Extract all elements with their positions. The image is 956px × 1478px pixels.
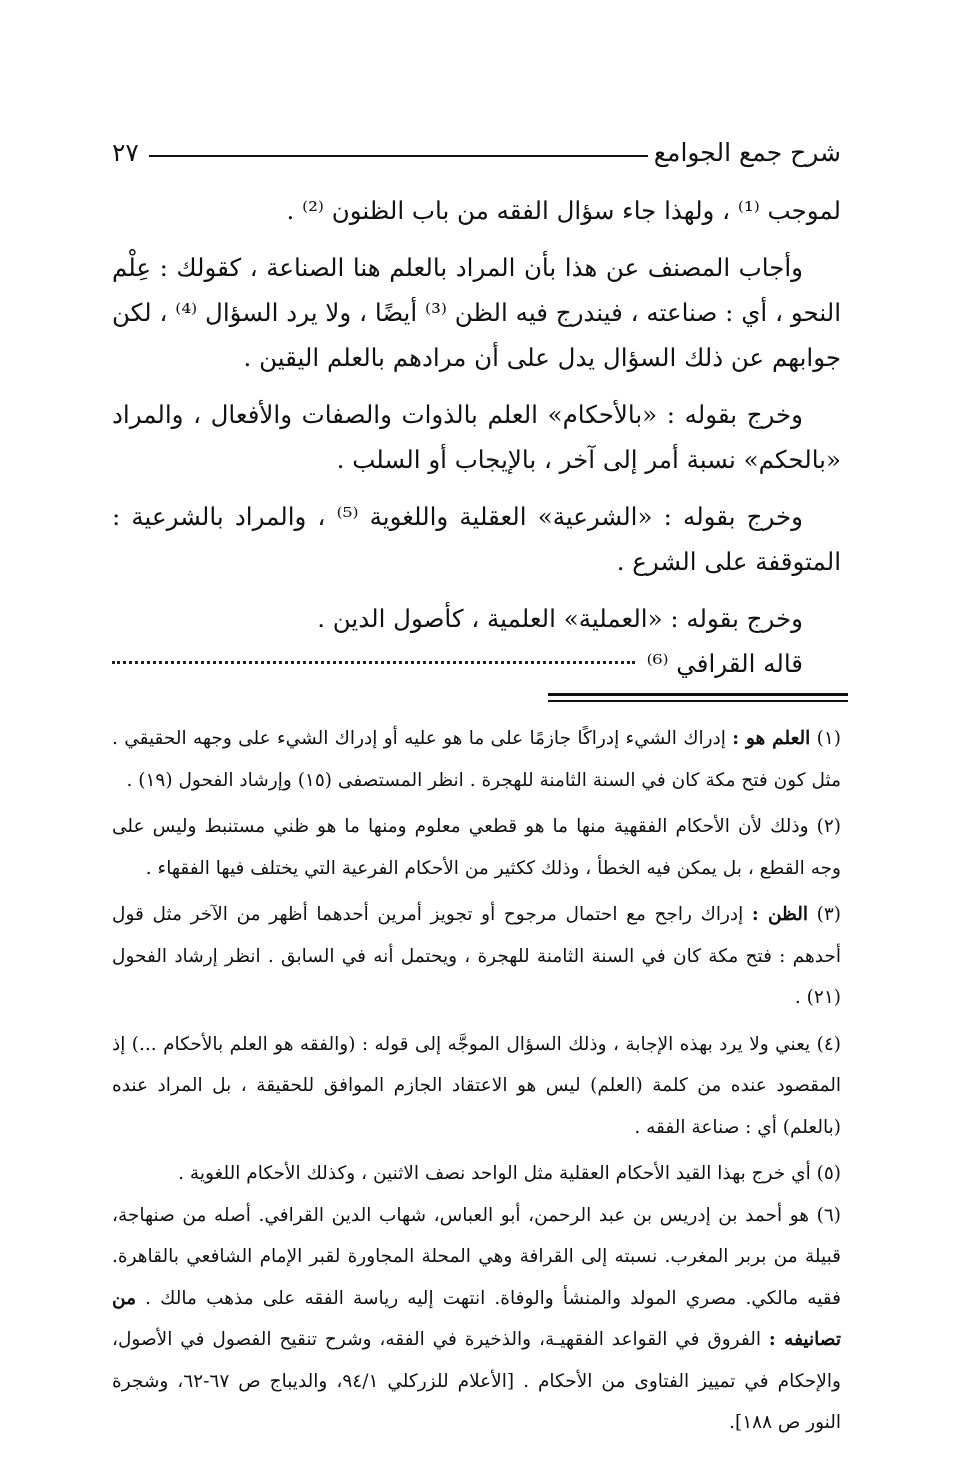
footnote-3	[112, 894, 841, 1019]
page-number: ٢٧	[112, 137, 139, 167]
footnotes	[112, 718, 841, 1444]
footnote-3-text: إدراك راجح مع احتمال مرجوح أو تجويز أمرين أحدهما أظهر من الآخر مثل قول أحدهم : فتح مكة كان في السنة الثامنة للهجرة ، ويحتمل أنه في السابق . انظر إرشاد الفحول (٢١) .	[112, 904, 841, 1008]
main-text	[112, 188, 841, 686]
body-paragraph-6	[112, 641, 841, 686]
separator-line-top	[548, 693, 848, 696]
footnote-6-text-b: الفروق في القواعد الفقهيـة، والذخيرة في الفقه، وشرح تنقيح الفصول في الأصول، والإحكام في تمييز الفتاوى من الأحكام . [الأعلام للزركلي ٩٤/١، والديباج ص ٦٧-٦٢، وشجرة النور ص ١٨٨].	[112, 1329, 841, 1433]
body-paragraph-4: وخرج بقوله : «الشرعية» العقلية واللغوية ⁽⁵⁾ ، والمراد بالشرعية : المتوقفة على الشرع .	[112, 502, 841, 576]
dotted-leader	[112, 661, 635, 664]
footnote-6-text-a: (٦) هو أحمد بن إدريس بن عبد الرحمن، أبو العباس، شهاب الدين القرافي. أصله من صنهاجة، قبيلة من بربر المغرب. نسبته إلى القرافة وهي المحلة المجاورة لقبر الإمام الشافعي بالقاهرة. فقيه مالكي. مصري المولد والمنشأ والوفاة. انتهت إليه رياسة الفقه على مذهب مالك .	[112, 1204, 841, 1309]
body-paragraph-6-text: قاله القرافي ⁽⁶⁾	[646, 649, 803, 678]
footnote-6	[112, 1195, 841, 1444]
header-rule	[149, 155, 648, 157]
footnote-3-number: (٣)	[816, 904, 841, 925]
separator-line-bottom	[548, 700, 848, 702]
body-paragraph-3: وخرج بقوله : «بالأحكام» العلم بالذوات والصفات والأفعال ، والمراد «بالحكم» نسبة أمر إلى آخر ، بالإيجاب أو السلب .	[112, 400, 841, 474]
footnote-6-term: من تصانيفه :	[112, 1287, 841, 1350]
running-header	[112, 132, 841, 172]
footnote-1-number: (١)	[816, 728, 841, 749]
footnote-5: (٥) أي خرج بهذا القيد الأحكام العقلية مثل الواحد نصف الاثنين ، وكذلك الأحكام اللغوية .	[178, 1163, 841, 1184]
footnote-1	[112, 718, 841, 801]
footnote-1-term: العلم هو :	[732, 728, 811, 749]
footnote-3-term: الظن :	[751, 904, 808, 925]
footnote-1-text: إدراك الشيء إدراكًا جازمًا على ما هو عليه أو إدراك الشيء على وجهه الحقيقي . مثل كون فتح مكة كان في السنة الثامنة للهجرة . انظر المستصفى (١٥) وإرشاد الفحول (١٩) .	[112, 728, 841, 791]
book-title: شرح جمع الجوامع	[653, 137, 841, 167]
footnote-4: (٤) يعني ولا يرد بهذه الإجابة ، وذلك السؤال الموجَّه إلى قوله : (والفقه هو العلم بالأحكام ...) إذ المقصود عنده من كلمة (العلم) ليس هو الاعتقاد الجازم الموافق للحقيقة ، بل المراد عنده (بالعلم) أي : صناعة الفقه .	[112, 1033, 841, 1138]
footnote-2: (٢) وذلك لأن الأحكام الفقهية منها ما هو قطعي معلوم ومنها ما هو ظني مستنبط وليس على وجه القطع ، بل يمكن فيه الخطأ ، وذلك ككثير من الأحكام الفرعية التي يختلف فيها الفقهاء .	[112, 816, 841, 879]
body-paragraph-5: وخرج بقوله : «العملية» العلمية ، كأصول الدين .	[317, 604, 803, 633]
body-paragraph-1: لموجب ⁽¹⁾ ، ولهذا جاء سؤال الفقه من باب الظنون ⁽²⁾ .	[286, 196, 841, 225]
body-paragraph-2: وأجاب المصنف عن هذا بأن المراد بالعلم هنا الصناعة ، كقولك : عِلْم النحو ، أي : صناعته ، فيندرج فيه الظن ⁽³⁾ أيضًا ، ولا يرد السؤال ⁽⁴⁾ ، لكن جوابهم عن ذلك السؤال يدل على أن مرادهم بالعلم اليقين .	[112, 253, 841, 372]
